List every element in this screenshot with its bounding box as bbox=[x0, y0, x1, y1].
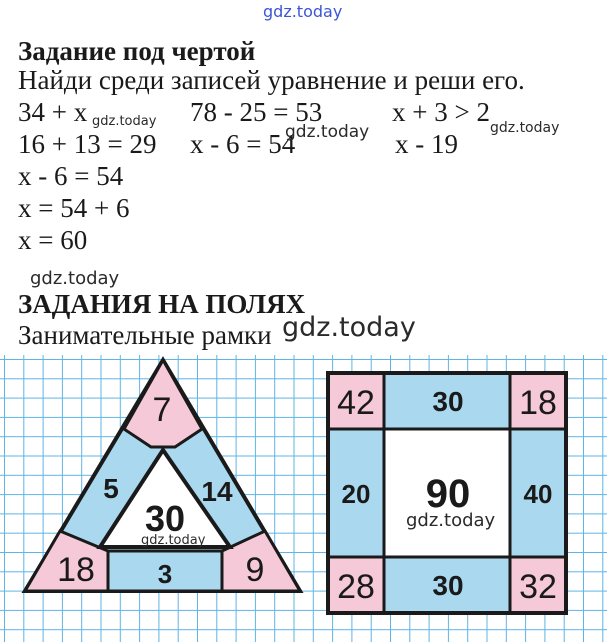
record-x-minus-19: x - 19 bbox=[395, 129, 458, 159]
solution-line-1: x - 6 = 54 bbox=[18, 161, 124, 191]
square-right-number: 40 bbox=[523, 479, 553, 509]
triangle-top-number: 7 bbox=[152, 391, 172, 429]
section-subtitle-frames: Занимательные рамки bbox=[18, 320, 272, 350]
frames-figure bbox=[0, 355, 607, 642]
square-top-left-number: 42 bbox=[337, 384, 375, 422]
record-34-plus-x: 34 + x bbox=[18, 97, 88, 127]
square-frame bbox=[328, 373, 566, 613]
watermark-top: gdz.today bbox=[263, 2, 343, 21]
watermark-2: gdz.today bbox=[285, 122, 370, 142]
solution-line-3: x = 60 bbox=[18, 225, 88, 255]
square-top-number: 30 bbox=[432, 386, 464, 417]
triangle-bottom-number: 3 bbox=[157, 559, 173, 589]
section-title-under-line: Задание под чертой bbox=[18, 36, 256, 66]
record-16-plus-13: 16 + 13 = 29 bbox=[18, 129, 157, 159]
watermark-6: gdz.today bbox=[406, 510, 496, 531]
task-instruction: Найди среди записей уравнение и реши его. bbox=[18, 65, 525, 95]
triangle-center-number: 30 bbox=[144, 498, 186, 539]
triangle-left-number: 5 bbox=[103, 473, 119, 504]
square-bottom-right-number: 32 bbox=[519, 568, 557, 606]
square-bottom-left-number: 28 bbox=[337, 568, 375, 606]
record-78-minus-25: 78 - 25 = 53 bbox=[190, 97, 323, 127]
triangle-bottom-right-number: 9 bbox=[245, 551, 265, 589]
triangle-bottom-left-number: 18 bbox=[57, 551, 95, 589]
watermark-7: gdz.today bbox=[141, 533, 206, 548]
watermark-4: gdz.today bbox=[30, 268, 120, 289]
square-top-right-number: 18 bbox=[519, 384, 557, 422]
watermark-5: gdz.today bbox=[282, 312, 416, 343]
square-center-number: 90 bbox=[425, 472, 471, 516]
section-title-margin-tasks: ЗАДАНИЯ НА ПОЛЯХ bbox=[18, 289, 306, 319]
record-x-plus-3: x + 3 > 2 bbox=[392, 97, 490, 127]
watermark-1: gdz.today bbox=[92, 114, 157, 129]
triangle-right-number: 14 bbox=[201, 476, 233, 507]
watermark-3: gdz.today bbox=[490, 120, 560, 136]
square-bottom-number: 30 bbox=[432, 570, 464, 601]
square-left-number: 20 bbox=[341, 479, 371, 509]
record-equation: x - 6 = 54 bbox=[190, 129, 296, 159]
solution-line-2: x = 54 + 6 bbox=[18, 193, 130, 223]
